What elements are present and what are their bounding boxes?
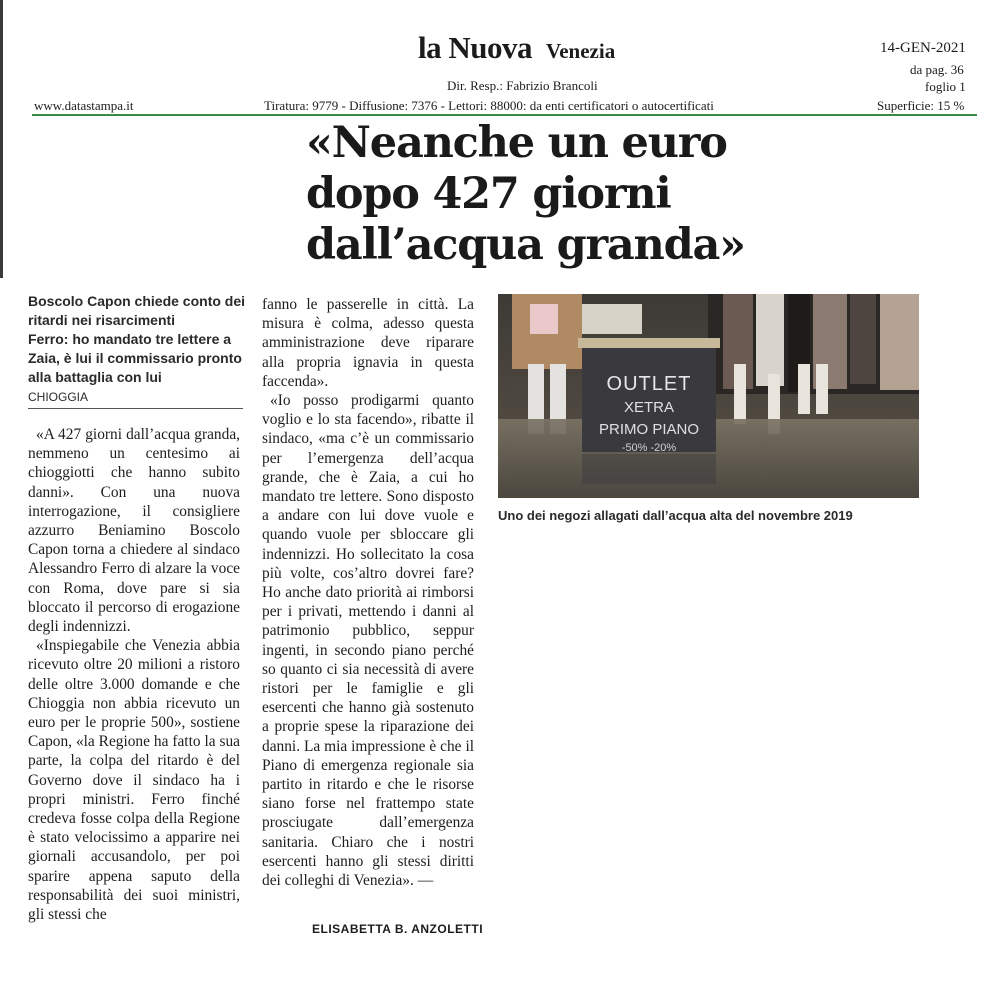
circulation-line: Tiratura: 9779 - Diffusione: 7376 - Lettori: 88000: da enti certificatori o autocertificati: [264, 98, 714, 113]
director-line: Dir. Resp.: Fabrizio Brancoli: [447, 78, 598, 93]
article-column-2: [262, 295, 474, 890]
surface-percentage: Superficie: 15 %: [877, 98, 965, 113]
paragraph: «Inspiegabile che Venezia abbia ricevuto oltre 20 milioni a ristoro delle oltre 3.000 domande e che Chioggia non abbia ricevuto un euro per le proprie 500», sostiene Capon, «la Regione ha fatto la sua parte, la colpa del ritardo è del Governo dove il sindaco ha i propri ministri. Ferro finché credeva fosse colpa della Regione è stato velocissimo a apparire nei giornali accusandolo, per poi sparire appena saputo della responsabilità dei suoi ministri, gli stessi che: [28, 637, 240, 924]
header-rule: [32, 114, 977, 116]
author-byline: ELISABETTA B. ANZOLETTI: [312, 922, 484, 936]
section-divider: [28, 408, 243, 409]
paragraph: «A 427 giorni dall’acqua granda, nemmeno un centesimo ai chioggiotti che hanno subito danni». Con una nuova interrogazione, il consigliere azzurro Beniamino Boscolo Capon torna a chiedere al sindaco Alessandro Ferro di alzare la voce con Roma, dove pare si sia bloccato il percorso di erogazione degli indennizzi.: [28, 426, 240, 636]
headline-line-1: «Neanche un euro: [306, 118, 727, 168]
sign-outlet: OUTLET: [606, 373, 692, 395]
photo-caption: Uno dei negozi allagati dall’acqua alta del novembre 2019: [498, 508, 853, 523]
paragraph: «Io posso prodigarmi quanto voglio e lo sta facendo», ribatte il sindaco, «ma c’è un commissario per l’emergenza dell’acqua grande, che è Zaia, a cui ho mandato tre lettere. Sono disposto a andare con lui dove vuole e quando vuole per sbloccare gli indennizzi. Ho sollecitato la cosa più volte, cos’altro dovrei fare? Ho anche dato priorità ai rimborsi per i privati, mettendo i danni al patrimonio pubblico, seppur ingenti, in secondo piano perché so quanto ci sia necessità di avere ristori per le famiglie e gli esercenti che hanno già sostenuto a proprie spese la riparazione dei danni. La mia impressione è che il Piano di emergenza regionale sia partito in ritardo e che le risorse siano forse nel frattempo state prosciugate dall’emergenza sanitaria. Chiaro che i nostri esercenti hanno gli stessi diritti dei colleghi di Venezia». —: [262, 392, 474, 890]
section-tag: CHIOGGIA: [28, 390, 89, 404]
newspaper-edition: Venezia: [546, 39, 616, 63]
article-kicker: [28, 292, 253, 387]
article-column-1: [28, 425, 240, 924]
newspaper-brand: la Nuova: [418, 30, 532, 65]
publication-date: 14-GEN-2021: [880, 40, 966, 56]
sign-discounts: -50% -20%: [621, 442, 677, 454]
sheet-number: foglio 1: [925, 79, 966, 94]
sign-primo-piano: PRIMO PIANO: [598, 421, 700, 438]
sign-xetra: XETRA: [623, 399, 675, 416]
headline-line-2: dopo 427 giorni: [306, 169, 671, 219]
page-reference: da pag. 36: [910, 62, 964, 77]
flooded-shop-photo: [498, 294, 919, 498]
source-website: www.datastampa.it: [34, 98, 134, 113]
masthead: [418, 30, 615, 66]
headline-line-3: dall’acqua granda»: [306, 220, 745, 270]
paragraph: fanno le passerelle in città. La misura è colma, adesso questa amministrazione deve riparare alla propria ignavia in questa faccenda».: [262, 296, 474, 390]
scan-edge-bar: [0, 0, 3, 278]
article-headline: [306, 118, 946, 271]
kicker-line-2: Ferro: ho mandato tre lettere a Zaia, è lui il commissario pronto alla battaglia con lui: [28, 331, 242, 385]
kicker-line-1: Boscolo Capon chiede conto dei ritardi nei risarcimenti: [28, 293, 246, 328]
